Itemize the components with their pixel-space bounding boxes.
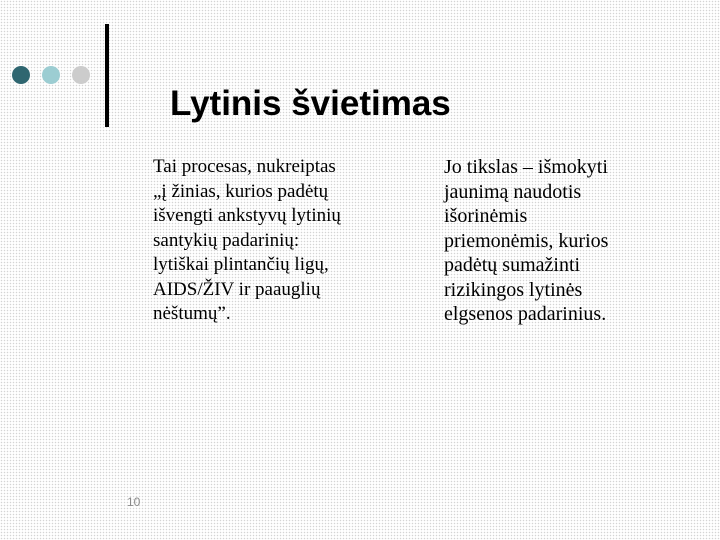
- right-line-4: priemonėmis, kurios: [444, 229, 609, 252]
- left-line-6: AIDS/ŽIV ir paauglių: [153, 278, 321, 300]
- dot-dark-teal: [12, 66, 30, 84]
- left-column-text: [153, 155, 383, 327]
- left-line-2: „į žinias, kurios padėtų: [153, 180, 329, 202]
- right-line-5: padėtų sumažinti: [444, 254, 581, 276]
- page-number: 10: [127, 495, 141, 509]
- right-line-6: rizikingos lytinės: [444, 278, 583, 301]
- right-line-1: Jo tikslas – išmokyti: [444, 156, 608, 178]
- right-line-3: išorinėmis: [444, 205, 528, 227]
- right-line-7: elgsenos padarinius.: [444, 303, 607, 325]
- left-line-3: išvengti ankstyvų lytinių: [153, 205, 341, 226]
- left-line-5: lytiškai plintančių ligų,: [153, 254, 329, 275]
- dot-light-teal: [42, 66, 60, 84]
- left-line-7: nėštumų”.: [153, 303, 231, 324]
- right-line-2: jaunimą naudotis: [444, 180, 582, 203]
- slide-title: Lytinis švietimas: [170, 84, 451, 123]
- left-line-1: Tai procesas, nukreiptas: [153, 156, 336, 177]
- left-line-4: santykių padarinių:: [153, 229, 300, 251]
- dot-gray: [72, 66, 90, 84]
- vertical-accent-bar: [105, 24, 109, 127]
- decorative-dots: [12, 66, 94, 84]
- right-column-text: [444, 155, 674, 327]
